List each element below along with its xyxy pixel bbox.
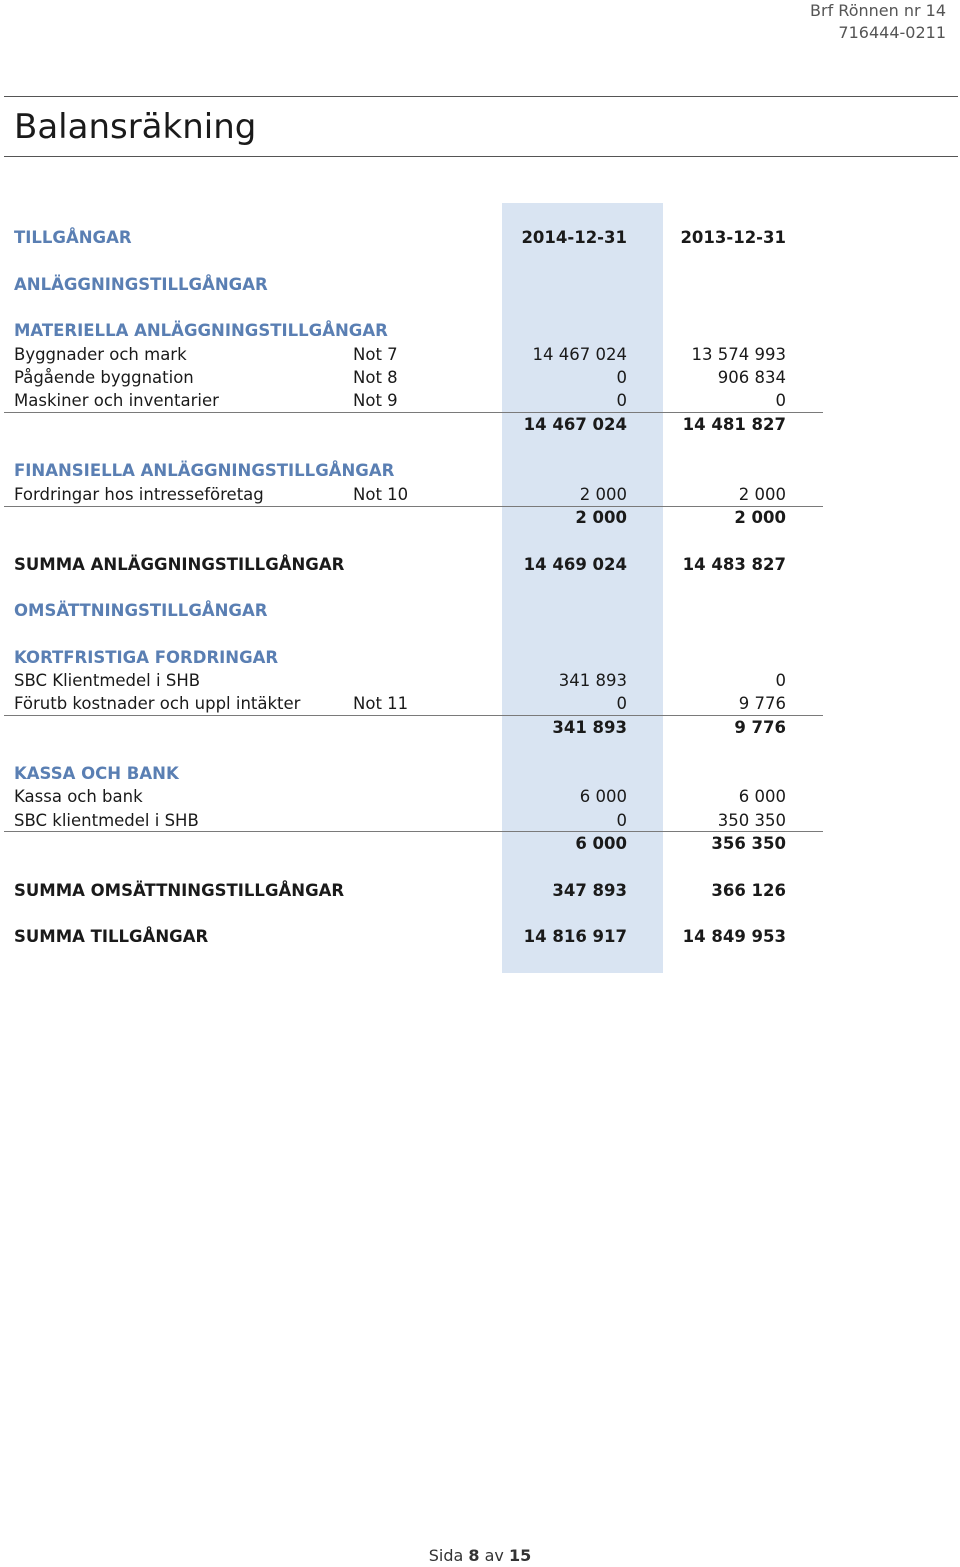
table-row	[0, 693, 960, 715]
subtotal-row	[0, 717, 960, 739]
subtotal-year1: 6 000	[575, 834, 627, 853]
row-label: Maskiner och inventarier	[14, 391, 219, 410]
section-heading	[0, 763, 960, 785]
section-heading	[0, 600, 960, 622]
table-row	[0, 810, 960, 832]
summa-tillgangar-label: SUMMA TILLGÅNGAR	[14, 927, 209, 946]
section-heading	[0, 274, 960, 296]
subtotal-row	[0, 507, 960, 529]
subtotal-year2: 356 350	[711, 834, 786, 853]
row-value-year2: 350 350	[717, 811, 786, 830]
subtotal-year1: 2 000	[575, 508, 627, 527]
section-heading	[0, 460, 960, 482]
subtotal-divider	[4, 412, 823, 413]
subtotal-divider	[4, 715, 823, 716]
omsattning-heading: OMSÄTTNINGSTILLGÅNGAR	[14, 601, 268, 620]
table-row	[0, 484, 960, 506]
section-heading	[0, 647, 960, 669]
row-label: SBC klientmedel i SHB	[14, 811, 199, 830]
table-row	[0, 786, 960, 808]
anlaggning-heading: ANLÄGGNINGSTILLGÅNGAR	[14, 275, 268, 294]
row-value-year2: 9 776	[738, 694, 786, 713]
row-value-year2: 0	[775, 671, 786, 690]
subtotal-year1: 14 467 024	[523, 415, 627, 434]
table-row	[0, 367, 960, 389]
subtotal-row	[0, 414, 960, 436]
year1-heading: 2014-12-31	[521, 228, 627, 247]
summa-row	[0, 554, 960, 576]
row-note: Not 7	[353, 345, 398, 364]
footer-page-number: 8	[468, 1546, 480, 1565]
title-divider	[4, 156, 958, 157]
page-footer	[0, 1545, 960, 1567]
table-row	[0, 390, 960, 412]
subtotal-year1: 341 893	[552, 718, 627, 737]
summa-omsattning-year1: 347 893	[552, 881, 627, 900]
summa-anlaggning-year2: 14 483 827	[682, 555, 786, 574]
footer-prefix: Sida	[428, 1546, 464, 1565]
tillgangar-heading: TILLGÅNGAR	[14, 228, 132, 247]
row-label: Kassa och bank	[14, 787, 143, 806]
kassa-heading: KASSA OCH BANK	[14, 764, 179, 783]
finansiella-heading: FINANSIELLA ANLÄGGNINGSTILLGÅNGAR	[14, 461, 395, 480]
table-row	[0, 344, 960, 366]
summa-tillgangar-year2: 14 849 953	[682, 927, 786, 946]
row-note: Not 10	[353, 485, 409, 504]
summa-anlaggning-label: SUMMA ANLÄGGNINGSTILLGÅNGAR	[14, 555, 345, 574]
current-year-column-highlight	[502, 203, 663, 973]
section-heading	[0, 320, 960, 342]
header-divider	[4, 96, 958, 97]
row-value-year1: 0	[616, 694, 627, 713]
summa-tillgangar-year1: 14 816 917	[523, 927, 627, 946]
row-note: Not 11	[353, 694, 409, 713]
row-value-year1: 341 893	[558, 671, 627, 690]
row-label: SBC Klientmedel i SHB	[14, 671, 201, 690]
footer-page-total: 15	[509, 1546, 532, 1565]
subtotal-year2: 9 776	[734, 718, 786, 737]
row-value-year1: 6 000	[579, 787, 627, 806]
row-value-year1: 14 467 024	[532, 345, 627, 364]
row-label: Byggnader och mark	[14, 345, 187, 364]
table-row	[0, 670, 960, 692]
org-number: 716444-0211	[838, 23, 946, 42]
footer-separator: av	[484, 1546, 504, 1565]
row-note: Not 8	[353, 368, 398, 387]
row-note: Not 9	[353, 391, 398, 410]
materiella-heading: MATERIELLA ANLÄGGNINGSTILLGÅNGAR	[14, 321, 388, 340]
summa-omsattning-year2: 366 126	[711, 881, 786, 900]
subtotal-year2: 14 481 827	[682, 415, 786, 434]
subtotal-divider	[4, 831, 823, 832]
row-value-year2: 2 000	[738, 485, 786, 504]
row-value-year1: 0	[616, 391, 627, 410]
column-header-row	[0, 227, 960, 249]
row-label: Fordringar hos intresseföretag	[14, 485, 264, 504]
row-label: Pågående byggnation	[14, 368, 194, 387]
org-name: Brf Rönnen nr 14	[810, 1, 946, 20]
summa-omsattning-label: SUMMA OMSÄTTNINGSTILLGÅNGAR	[14, 881, 345, 900]
page-title: Balansräkning	[14, 107, 257, 147]
summa-anlaggning-year1: 14 469 024	[523, 555, 627, 574]
row-value-year2: 0	[775, 391, 786, 410]
row-label: Förutb kostnader och uppl intäkter	[14, 694, 301, 713]
row-value-year1: 0	[616, 368, 627, 387]
row-value-year1: 0	[616, 811, 627, 830]
subtotal-row	[0, 833, 960, 855]
summa-row	[0, 926, 960, 948]
row-value-year1: 2 000	[579, 485, 627, 504]
subtotal-year2: 2 000	[734, 508, 786, 527]
document-header	[810, 0, 946, 44]
row-value-year2: 13 574 993	[691, 345, 786, 364]
row-value-year2: 906 834	[717, 368, 786, 387]
row-value-year2: 6 000	[738, 787, 786, 806]
year2-heading: 2013-12-31	[680, 228, 786, 247]
summa-row	[0, 880, 960, 902]
kortfristiga-heading: KORTFRISTIGA FORDRINGAR	[14, 648, 279, 667]
